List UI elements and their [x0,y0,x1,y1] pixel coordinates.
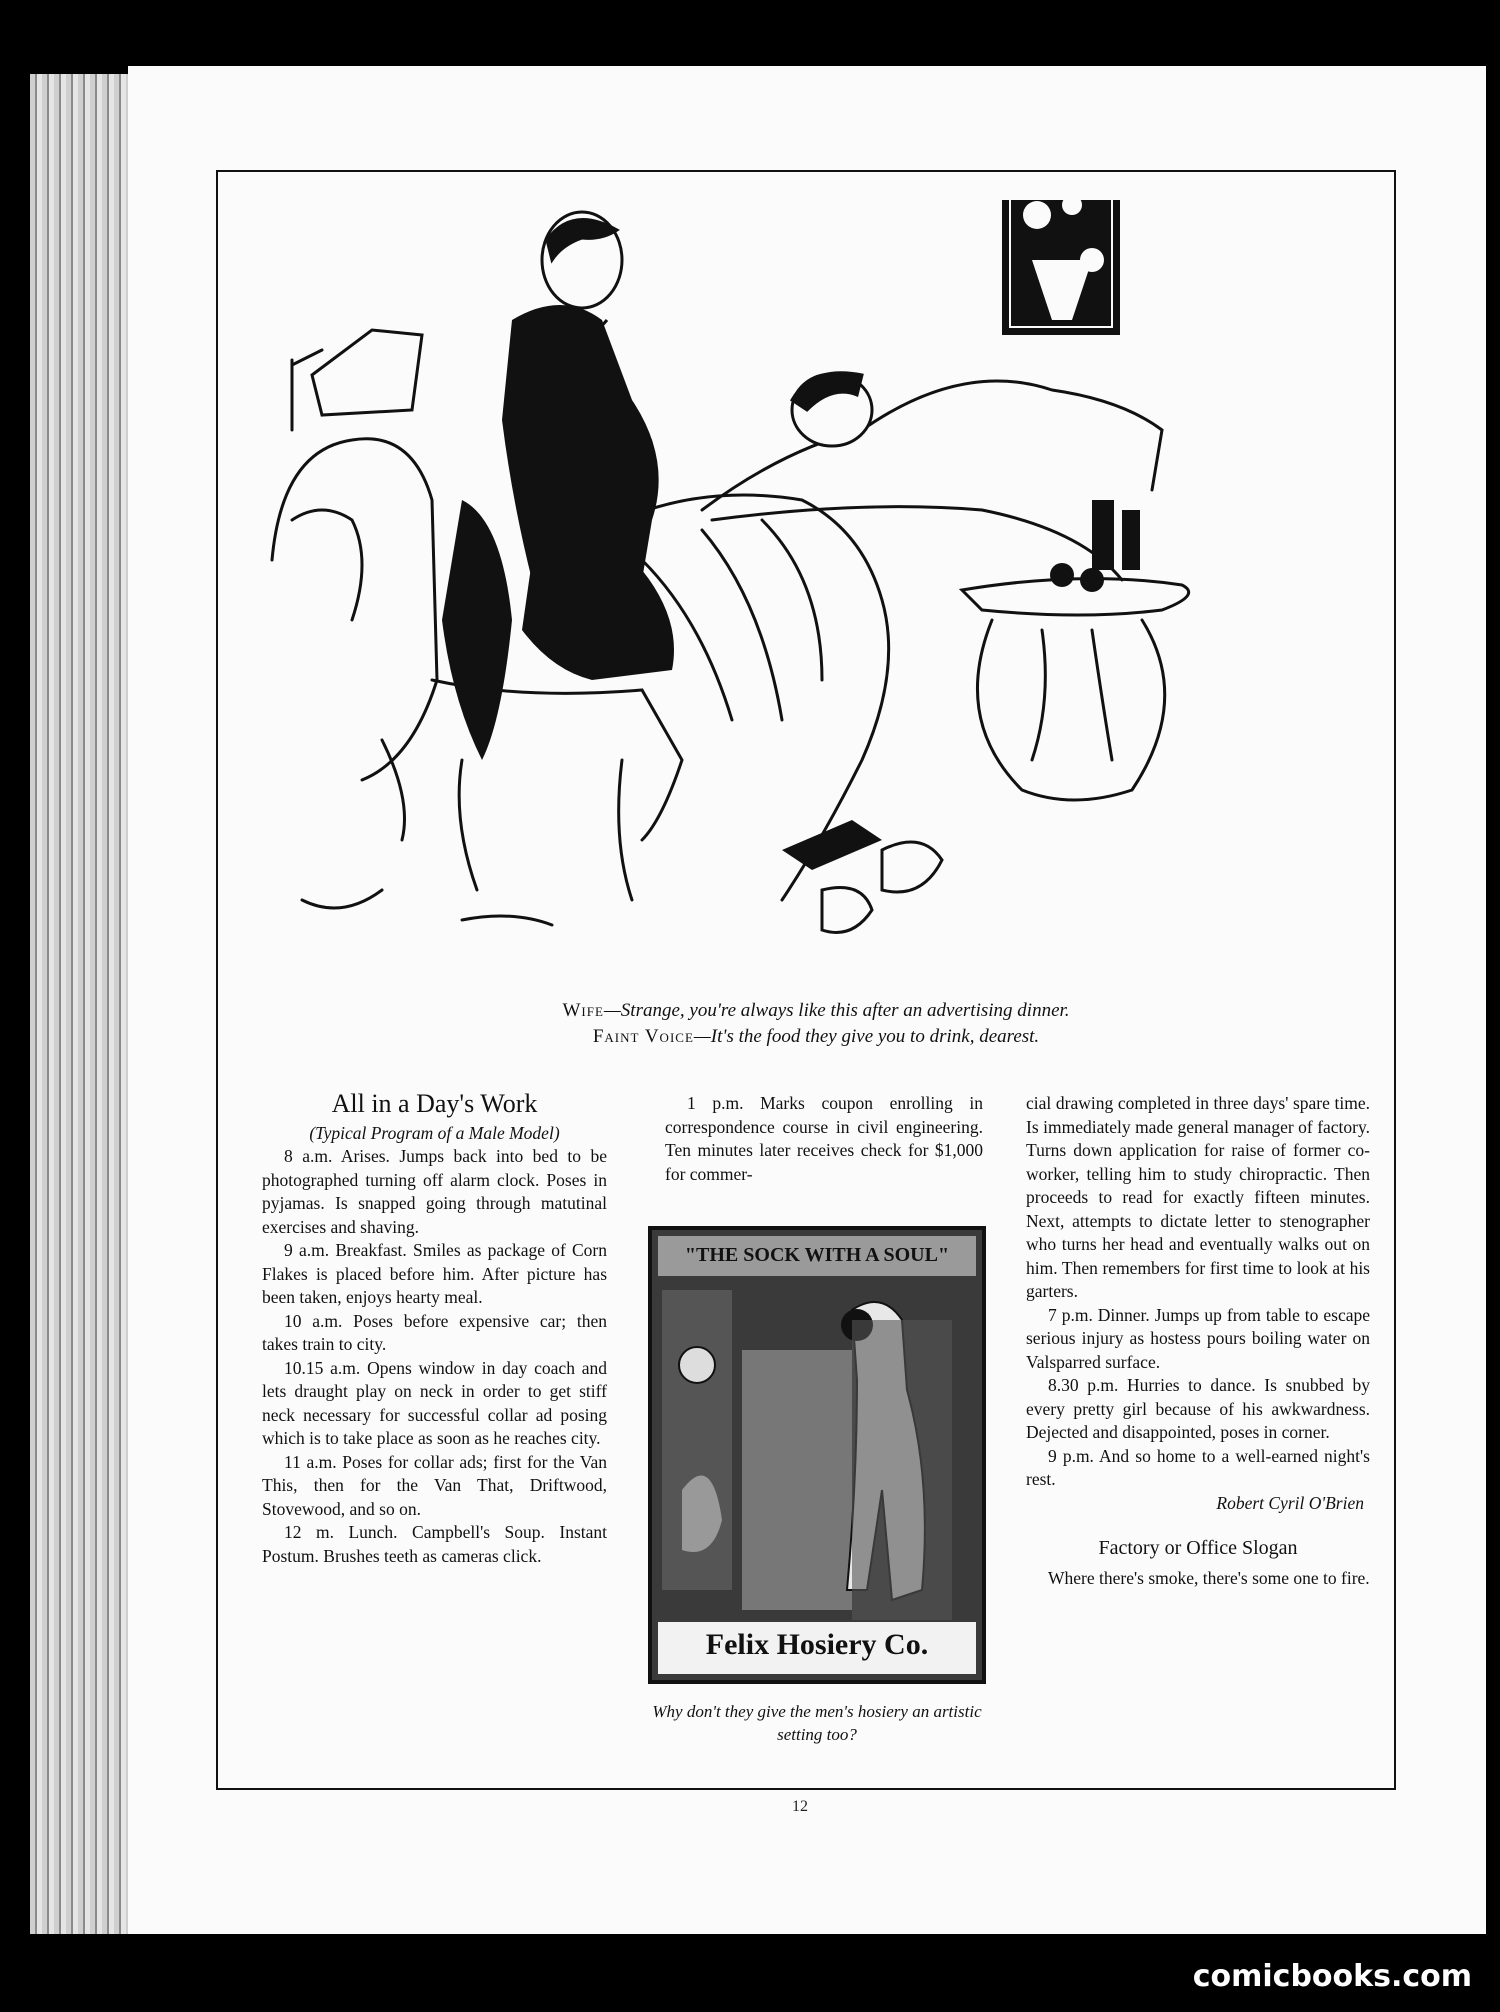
site-watermark: comicbooks.com [1192,1959,1472,1994]
entry-9pm: 9 p.m. And so home to a well-earned night's rest. [1026,1445,1370,1489]
entry-continuation: cial drawing completed in three days' spare time. Is immediately made general manager of factory. Turns down application for raise of former co-worker, telling him to study chiropractic. Then proceeds to read for exactly fifteen minutes. Next, attempts to dictate letter to stenographer who turns her head and eventually walks out on him. Then remembers for first time to look at his garters. [1026,1093,1370,1301]
entry-11am: 11 a.m. Poses for collar ads; first for the Van This, then for the Van That, Driftwood, Stovewood, and so on. [262,1451,608,1519]
entry-8am: 8 a.m. Arises. Jumps back into bed to be photographed turning off alarm clock. Poses in pyjamas. Is snapped going through matutinal exercises and shaving. [262,1146,607,1237]
entry-12m: 12 m. Lunch. Campbell's Soup. Instant Postum. Brushes teeth as cameras click. [262,1522,607,1566]
felix-hosiery-advertisement [648,1226,986,1684]
caption-line-1 [262,998,1370,1024]
entry-9am: 9 a.m. Breakfast. Smiles as package of Corn Flakes is placed before him. After picture has been taken, enjoys hearty meal. [262,1240,607,1307]
article-title: All in a Day's Work [331,1089,538,1118]
entry-830pm: 8.30 p.m. Hurries to dance. Is snubbed by every pretty girl because of his awkwardness. Dejected and disappointed, poses in corner. [1026,1375,1370,1442]
page-number: 12 [792,1798,808,1815]
ad-illustration [652,1230,982,1680]
caption-text-2: —It's the food they give you to drink, dearest. [693,1026,1040,1047]
caption-speaker-faint-voice: Faint Voice [592,1026,694,1047]
article-author: Robert Cyril O'Brien [1216,1492,1364,1513]
slogan-text: Where there's smoke, there's some one to fire. [1048,1567,1370,1588]
bedroom-cartoon-illustration [262,200,1370,970]
caption-line-2 [262,1024,1370,1050]
article-subtitle: (Typical Program of a Male Model) [309,1122,560,1143]
entry-1pm: 1 p.m. Marks coupon enrolling in correspondence course in civil engineering. Ten minutes later receives check for $1,000 for commer- [665,1093,983,1184]
entry-1015am: 10.15 a.m. Opens window in day coach and lets draught play on neck in order to get stiff neck necessary for successful collar ad posing which is to take place as soon as he reaches city. [262,1357,607,1448]
ad-caption: Why don't they give the men's hosiery an artistic setting too? [652,1702,982,1744]
cartoon-caption [262,998,1370,1050]
article-column-2 [665,1092,983,1186]
entry-10am: 10 a.m. Poses before expensive car; then takes train to city. [262,1310,607,1354]
article-column-1 [262,1086,607,1568]
caption-speaker-wife: Wife [562,1000,604,1021]
slogan-title: Factory or Office Slogan [1098,1537,1298,1559]
ad-brand: Felix Hosiery Co. [705,1628,929,1661]
caption-text-1: —Strange, you're always like this after an advertising dinner. [603,1000,1070,1021]
entry-7pm: 7 p.m. Dinner. Jumps up from table to escape serious injury as hostess pours boiling water on Valsparred surface. [1026,1304,1370,1372]
article-column-3 [1026,1092,1370,1590]
ad-banner: "THE SOCK WITH A SOUL" [684,1244,950,1266]
book-page-edges [30,74,140,1934]
